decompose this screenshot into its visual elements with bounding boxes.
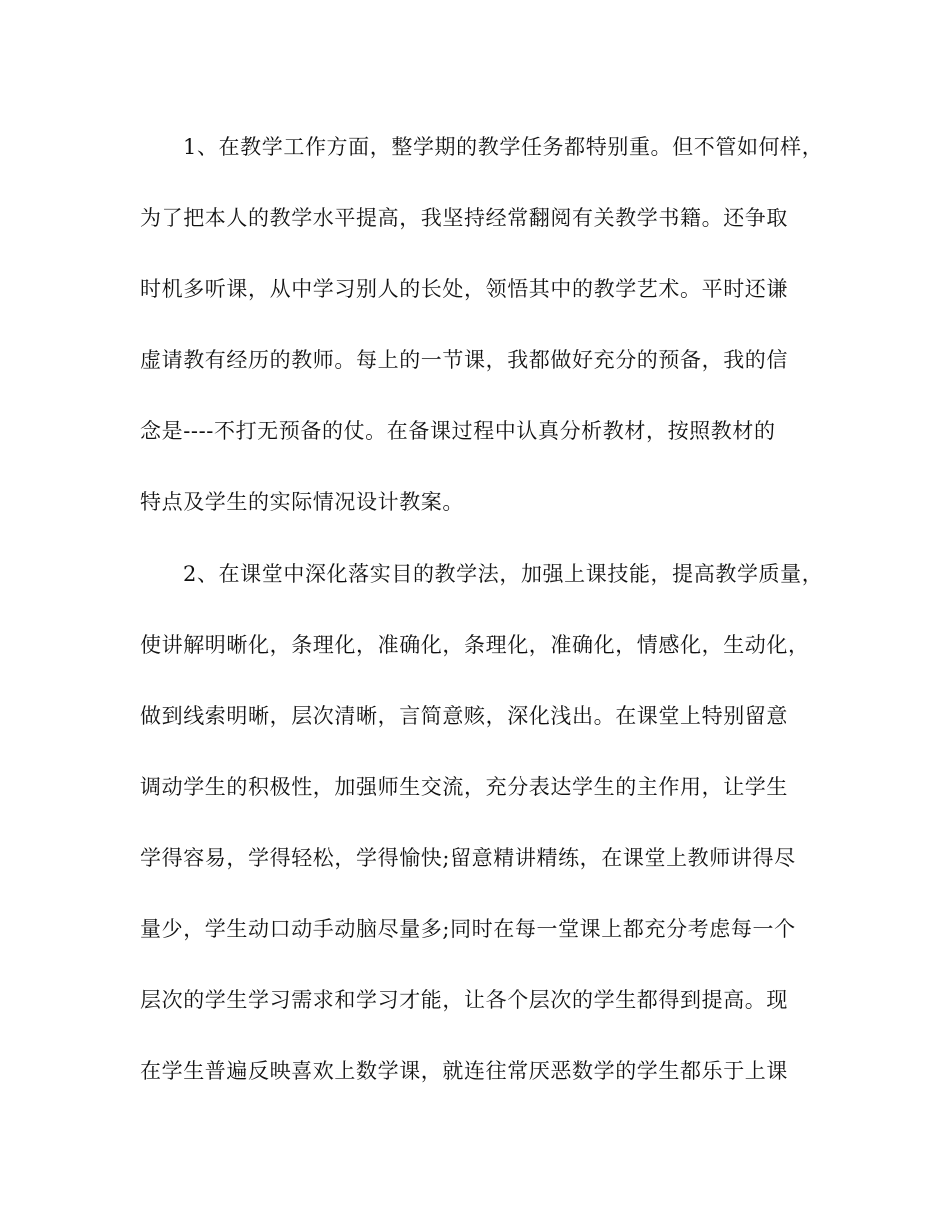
paragraph-line: 学得容易，学得轻松，学得愉快;留意精讲精练，在课堂上教师讲得尽	[140, 846, 796, 870]
paragraph-line: 为了把本人的教学水平提高，我坚持经常翻阅有关教学书籍。还争取	[140, 206, 788, 230]
paragraph-line: 时机多听课，从中学习别人的长处，领悟其中的教学艺术。平时还谦	[140, 277, 788, 301]
paragraph-line: 虚请教有经历的教师。每上的一节课，我都做好充分的预备，我的信	[140, 348, 788, 372]
paragraph-line: 层次的学生学习需求和学习才能，让各个层次的学生都得到提高。现	[140, 988, 788, 1012]
paragraph-line: 做到线索明晰，层次清晰，言简意赅，深化浅出。在课堂上特别留意	[140, 704, 788, 728]
paragraph-line: 特点及学生的实际情况设计教案。	[140, 490, 464, 514]
paragraph-line: 调动学生的积极性，加强师生交流，充分表达学生的主作用，让学生	[140, 775, 788, 799]
paragraph-line: 量少，学生动口动手动脑尽量多;同时在每一堂课上都充分考虑每一个	[140, 917, 796, 941]
paragraph-line: 2、在课堂中深化落实目的教学法，加强上课技能，提高教学质量，	[183, 562, 824, 586]
paragraph-line: 念是----不打无预备的仗。在备课过程中认真分析教材，按照教材的	[140, 419, 776, 443]
paragraph-line: 1、在教学工作方面，整学期的教学任务都特别重。但不管如何样，	[183, 135, 824, 159]
paragraph-line: 使讲解明晰化，条理化，准确化，条理化，准确化，情感化，生动化，	[140, 633, 810, 657]
paragraph-line: 在学生普遍反映喜欢上数学课，就连往常厌恶数学的学生都乐于上课	[140, 1059, 788, 1083]
